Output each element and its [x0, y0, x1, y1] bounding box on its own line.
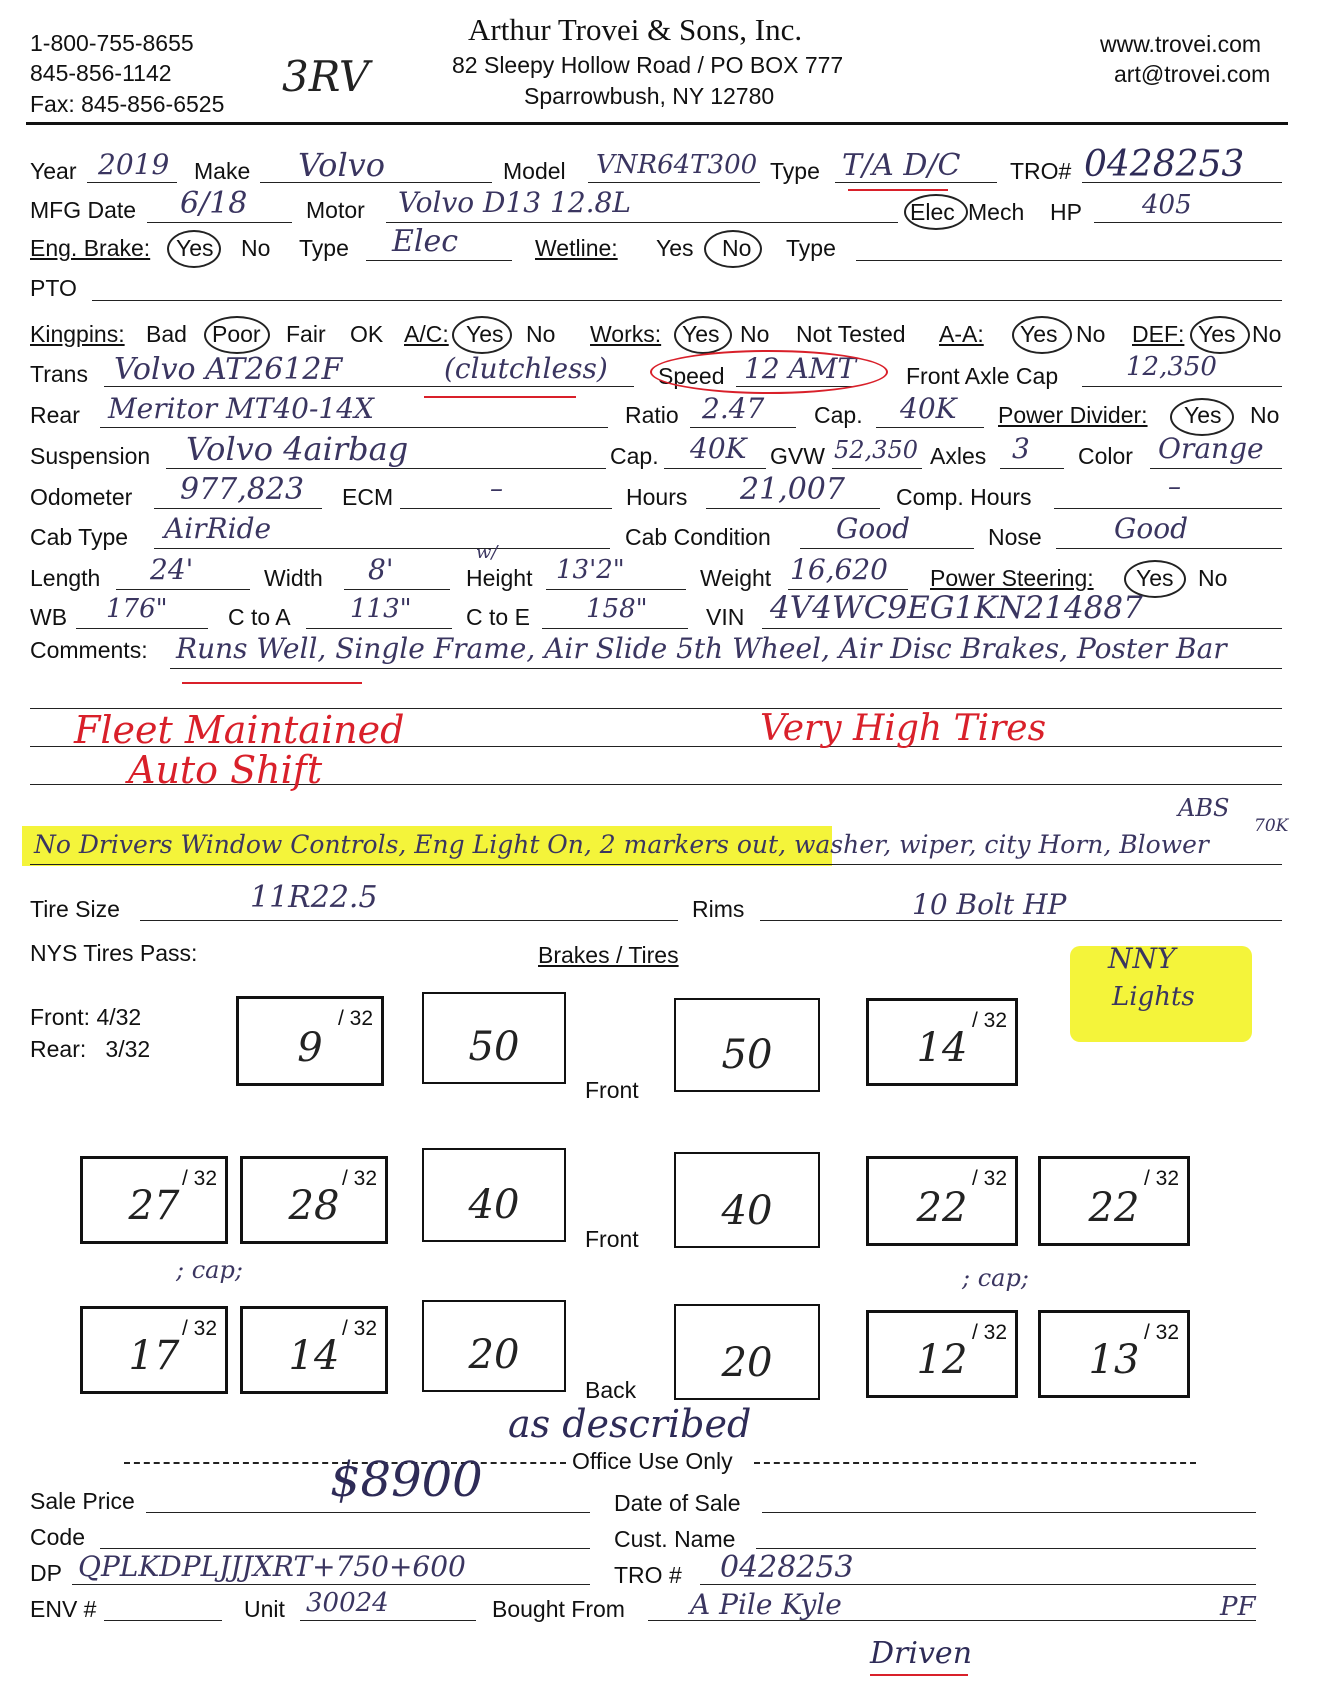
elec-circle: [904, 194, 968, 230]
cap-note-left: ; cap;: [176, 1256, 243, 1284]
ecm-label: ECM: [342, 484, 394, 510]
width-line: [344, 589, 450, 590]
type-value[interactable]: T/A D/C: [842, 148, 961, 183]
company-email[interactable]: art@trovei.com: [1114, 61, 1271, 87]
tire-row3-4[interactable]: [1038, 1310, 1190, 1398]
odometer-label: Odometer: [30, 484, 133, 510]
axles-label: Axles: [930, 443, 987, 469]
color-line: [1150, 468, 1282, 469]
tire-value: 14: [288, 1333, 340, 1379]
rims-value[interactable]: 10 Bolt HP: [912, 888, 1067, 921]
cab-type-value[interactable]: AirRide: [164, 512, 272, 545]
tire-unit: / 32: [1143, 1321, 1179, 1344]
hp-label: HP: [1050, 199, 1082, 225]
ecm-value[interactable]: –: [490, 474, 503, 504]
front-axle-cap-line: [1082, 386, 1282, 387]
odometer-line: [154, 508, 322, 509]
power-steering-yes[interactable]: Yes: [1136, 565, 1174, 591]
tire-unit: / 32: [971, 1167, 1007, 1190]
c-to-e-value[interactable]: 158": [586, 594, 648, 624]
kingpins-fair[interactable]: Fair: [286, 321, 326, 347]
front-label-1: Front: [585, 1077, 639, 1103]
mfg-date-value[interactable]: 6/18: [180, 186, 248, 221]
motor-value[interactable]: Volvo D13 12.8L: [398, 186, 631, 219]
trans-value[interactable]: Volvo AT2612F: [114, 352, 343, 387]
aa-yes-circle: [1012, 316, 1072, 354]
suspension-line: [166, 468, 606, 469]
power-divider-yes[interactable]: Yes: [1184, 402, 1222, 428]
suspension-value[interactable]: Volvo 4airbag: [186, 430, 409, 468]
width-value[interactable]: 8': [368, 553, 394, 586]
aa-yes[interactable]: Yes: [1020, 321, 1058, 347]
as-described-note: as described: [508, 1402, 752, 1446]
c-to-e-label: C to E: [466, 604, 530, 630]
nose-label: Nose: [988, 524, 1042, 550]
bought-from-label: Bought From: [492, 1596, 625, 1622]
make-label: Make: [194, 158, 251, 184]
note-nny: NNY: [1108, 942, 1176, 975]
make-value[interactable]: Volvo: [298, 146, 386, 184]
stock-code: 3RV: [282, 52, 370, 101]
tire-unit: / 32: [341, 1167, 377, 1190]
eng-brake-no[interactable]: No: [241, 235, 271, 261]
tire-unit: / 32: [1143, 1167, 1179, 1190]
office-tro-label: TRO #: [614, 1562, 682, 1588]
c-to-a-value[interactable]: 113": [350, 594, 412, 624]
aa-label: A-A:: [939, 321, 984, 347]
tire-row1-1[interactable]: [236, 996, 384, 1086]
wetline-type-label: Type: [786, 235, 836, 261]
height-value[interactable]: 13'2": [556, 555, 625, 585]
office-tro-value[interactable]: 0428253: [720, 1550, 854, 1585]
code-line: [100, 1548, 590, 1549]
comp-hours-line: [1054, 508, 1282, 509]
speed-value[interactable]: 12 AMT: [744, 352, 857, 385]
tire-unit: / 32: [971, 1009, 1007, 1032]
env-label: ENV #: [30, 1596, 97, 1622]
model-label: Model: [503, 158, 566, 184]
tire-row2-3[interactable]: [866, 1156, 1018, 1246]
tire-unit: / 32: [181, 1167, 217, 1190]
comment-1-red-underline: [182, 682, 362, 684]
dp-line: [72, 1584, 590, 1585]
initials: PF: [1220, 1592, 1256, 1622]
hp-line: [1094, 222, 1282, 223]
cab-condition-line: [800, 548, 974, 549]
c-to-a-line: [306, 628, 452, 629]
office-use-only-label: Office Use Only: [572, 1448, 733, 1474]
dp-label: DP: [30, 1560, 62, 1586]
ac-yes[interactable]: Yes: [466, 321, 504, 347]
vin-label: VIN: [706, 604, 745, 630]
rear-line: [100, 427, 608, 428]
tire-value: 27: [128, 1183, 180, 1229]
bought-from-value[interactable]: A Pile Kyle: [690, 1588, 842, 1621]
eng-brake-label: Eng. Brake:: [30, 235, 151, 261]
tire-row1-2[interactable]: [866, 998, 1018, 1086]
wetline-no-circle: [704, 230, 762, 268]
brake-value: 50: [468, 1024, 520, 1070]
c-to-e-line: [542, 628, 688, 629]
comp-hours-label: Comp. Hours: [896, 484, 1032, 510]
mfg-date-label: MFG Date: [30, 197, 137, 223]
ecm-line: [400, 508, 612, 509]
type-label: Type: [770, 158, 820, 184]
brake-row1-2[interactable]: [674, 998, 820, 1092]
tire-value: 17: [128, 1333, 180, 1379]
unit-line: [300, 1620, 476, 1621]
rims-label: Rims: [692, 896, 745, 922]
mfg-date-line: [147, 222, 292, 223]
cust-name-label: Cust. Name: [614, 1526, 736, 1552]
front-axle-cap-label: Front Axle Cap: [906, 363, 1059, 389]
suspension-label: Suspension: [30, 443, 151, 469]
axles-value[interactable]: 3: [1012, 432, 1030, 465]
brake-type-label: Type: [299, 235, 349, 261]
kingpins-poor[interactable]: Poor: [212, 321, 261, 347]
ac-no[interactable]: No: [526, 321, 556, 347]
wetline-no[interactable]: No: [722, 235, 752, 261]
company-address-1: 82 Sleepy Hollow Road / PO BOX 777: [452, 52, 844, 78]
comment-1[interactable]: Runs Well, Single Frame, Air Slide 5th Wheel, Air Disc Brakes, Poster Bar: [176, 632, 1227, 665]
works-yes-circle: [674, 316, 732, 354]
code-label: Code: [30, 1524, 85, 1550]
date-of-sale-line: [762, 1512, 1256, 1513]
def-yes-circle: [1190, 316, 1250, 354]
tire-value: 22: [916, 1185, 968, 1231]
works-label: Works:: [590, 321, 662, 347]
pto-line: [92, 300, 1282, 301]
comment-3[interactable]: Auto Shift: [128, 748, 323, 792]
front-label-2: Front: [585, 1226, 639, 1252]
tire-row2-2[interactable]: [240, 1156, 388, 1244]
rear-value[interactable]: Meritor MT40-14X: [108, 392, 374, 425]
rear-requirement: Rear: 3/32: [30, 1036, 151, 1062]
odometer-value[interactable]: 977,823: [180, 472, 305, 507]
trans-note-red-underline: [424, 396, 576, 398]
eng-brake-yes[interactable]: Yes: [176, 235, 214, 261]
gvw-value[interactable]: 52,350: [834, 436, 918, 464]
tire-value: 14: [916, 1025, 968, 1071]
def-label: DEF:: [1132, 321, 1185, 347]
wb-label: WB: [30, 604, 68, 630]
wetline-label: Wetline:: [535, 235, 618, 261]
unit-value[interactable]: 30024: [306, 1588, 389, 1618]
office-dash-right: [754, 1462, 1196, 1464]
cap-note-right: ; cap;: [962, 1264, 1029, 1292]
works-no[interactable]: No: [740, 321, 770, 347]
works-yes[interactable]: Yes: [682, 321, 720, 347]
kingpins-bad[interactable]: Bad: [146, 321, 187, 347]
kingpins-ok[interactable]: OK: [350, 321, 384, 347]
wb-line: [76, 628, 208, 629]
date-of-sale-label: Date of Sale: [614, 1490, 741, 1516]
dp-value[interactable]: QPLKDPLJJJXRT+750+600: [78, 1550, 466, 1583]
sale-price-value[interactable]: $8900: [330, 1452, 483, 1508]
mech-label: Mech: [968, 199, 1025, 225]
color-value[interactable]: Orange: [1158, 432, 1264, 465]
length-line: [116, 589, 250, 590]
comment-2a[interactable]: Fleet Maintained: [74, 708, 405, 752]
driven-note: Driven: [870, 1636, 973, 1671]
brake-row1-1[interactable]: [422, 992, 566, 1084]
height-line: [546, 589, 686, 590]
tire-size-label: Tire Size: [30, 896, 120, 922]
company-website[interactable]: www.trovei.com: [1100, 31, 1262, 57]
weight-value[interactable]: 16,620: [790, 553, 888, 586]
company-name: Arthur Trovei & Sons, Inc.: [468, 12, 803, 47]
elec-label: Elec: [910, 199, 955, 225]
susp-cap-label: Cap.: [610, 443, 659, 469]
tire-value: 9: [297, 1025, 323, 1071]
tro-value[interactable]: 0428253: [1084, 144, 1245, 185]
ac-yes-circle: [452, 316, 512, 354]
brake-row2-2[interactable]: [674, 1152, 820, 1248]
vin-line: [762, 628, 1282, 629]
env-line: [104, 1620, 222, 1621]
comment-4-note-2: 70K: [1254, 816, 1289, 836]
power-divider-label: Power Divider:: [998, 402, 1148, 428]
power-divider-yes-circle: [1170, 398, 1234, 436]
height-note: w/: [476, 542, 498, 563]
type-red-underline: [848, 189, 948, 191]
kingpins-poor-circle: [204, 316, 270, 354]
susp-cap-value[interactable]: 40K: [690, 432, 747, 465]
c-to-a-label: C to A: [228, 604, 291, 630]
cust-name-line: [756, 1548, 1256, 1549]
works-not-tested[interactable]: Not Tested: [796, 321, 906, 347]
rear-cap-label: Cap.: [814, 402, 863, 428]
color-label: Color: [1078, 443, 1133, 469]
hours-line: [706, 508, 880, 509]
brake-value: 40: [468, 1182, 520, 1228]
tire-unit: / 32: [971, 1321, 1007, 1344]
tire-size-line: [140, 920, 678, 921]
ratio-value[interactable]: 2.47: [702, 392, 765, 425]
susp-cap-line: [664, 468, 766, 469]
tire-row3-1[interactable]: [80, 1306, 228, 1394]
nose-line: [1056, 548, 1282, 549]
vin-value[interactable]: 4V4WC9EG1KN214887: [770, 590, 1143, 626]
model-line: [588, 182, 760, 183]
aa-no[interactable]: No: [1076, 321, 1106, 347]
tire-value: 12: [916, 1337, 968, 1383]
rear-cap-value[interactable]: 40K: [900, 392, 957, 425]
eng-brake-yes-circle: [167, 230, 221, 268]
year-label: Year: [30, 158, 77, 184]
back-label: Back: [585, 1377, 637, 1403]
power-steering-no[interactable]: No: [1198, 565, 1228, 591]
tire-row2-4[interactable]: [1038, 1156, 1190, 1246]
brake-value: 20: [468, 1332, 520, 1378]
rear-label: Rear: [30, 402, 80, 428]
comments-label: Comments:: [30, 637, 148, 663]
trans-note[interactable]: (clutchless): [444, 352, 608, 385]
brake-row3-1[interactable]: [422, 1300, 566, 1392]
tire-unit: / 32: [337, 1007, 373, 1030]
fax: Fax: 845-856-6525: [30, 91, 225, 117]
comment-4-note: ABS: [1178, 794, 1230, 822]
brake-row2-1[interactable]: [422, 1148, 566, 1242]
header-rule: [26, 122, 1288, 125]
power-steering-label: Power Steering:: [930, 565, 1094, 591]
year-value[interactable]: 2019: [98, 148, 170, 181]
speed-label: Speed: [658, 363, 725, 389]
front-requirement: Front: 4/32: [30, 1004, 142, 1030]
phone-1: 1-800-755-8655: [30, 30, 194, 56]
comp-hours-value[interactable]: –: [1168, 472, 1181, 502]
gvw-label: GVW: [770, 443, 825, 469]
brake-value: 50: [721, 1032, 773, 1078]
trans-label: Trans: [30, 361, 88, 387]
def-yes[interactable]: Yes: [1198, 321, 1236, 347]
model-value[interactable]: VNR64T300: [596, 150, 758, 180]
motor-line: [386, 222, 898, 223]
pto-label: PTO: [30, 275, 77, 301]
power-divider-no[interactable]: No: [1250, 402, 1280, 428]
tire-value: 13: [1088, 1337, 1140, 1383]
cab-type-label: Cab Type: [30, 524, 129, 550]
tire-row3-2[interactable]: [240, 1306, 388, 1394]
height-label: Height: [466, 565, 533, 591]
width-label: Width: [264, 565, 323, 591]
def-no[interactable]: No: [1252, 321, 1282, 347]
weight-label: Weight: [700, 565, 772, 591]
brake-value: 20: [721, 1340, 773, 1386]
nose-value[interactable]: Good: [1114, 512, 1189, 545]
hours-label: Hours: [626, 484, 688, 510]
brake-value: 40: [721, 1188, 773, 1234]
cab-condition-value[interactable]: Good: [836, 512, 911, 545]
kingpins-label: Kingpins:: [30, 321, 125, 347]
gvw-line: [832, 468, 922, 469]
axles-line: [1000, 468, 1064, 469]
year-line: [87, 182, 177, 183]
hp-value[interactable]: 405: [1142, 190, 1192, 220]
rear-cap-line: [876, 427, 984, 428]
tire-value: 28: [288, 1183, 340, 1229]
ac-label: A/C:: [404, 321, 449, 347]
length-label: Length: [30, 565, 101, 591]
wetline-yes[interactable]: Yes: [656, 235, 694, 261]
note-lights: Lights: [1112, 982, 1195, 1012]
length-value[interactable]: 24': [150, 553, 194, 586]
wb-value[interactable]: 176": [106, 594, 168, 624]
front-axle-cap-value[interactable]: 12,350: [1126, 352, 1217, 382]
tire-unit: / 32: [341, 1317, 377, 1340]
hours-value[interactable]: 21,007: [740, 472, 845, 507]
tire-value: 22: [1088, 1185, 1140, 1231]
sale-price-label: Sale Price: [30, 1488, 135, 1514]
brake-type-line: [366, 260, 512, 261]
phone-2: 845-856-1142: [30, 60, 172, 86]
company-address-2: Sparrowbush, NY 12780: [524, 83, 775, 109]
brake-row3-2[interactable]: [674, 1304, 820, 1400]
ratio-label: Ratio: [625, 402, 679, 428]
speed-red-circle: [650, 350, 888, 394]
tire-row2-1[interactable]: [80, 1156, 228, 1244]
brake-type-value[interactable]: Elec: [392, 224, 459, 259]
unit-label: Unit: [244, 1596, 285, 1622]
nys-tires-label: NYS Tires Pass:: [30, 940, 198, 966]
tire-unit: / 32: [181, 1317, 217, 1340]
driven-red-underline: [870, 1674, 968, 1676]
comment-2b[interactable]: Very High Tires: [760, 708, 1047, 749]
tro-label: TRO#: [1010, 158, 1072, 184]
tire-size-value[interactable]: 11R22.5: [250, 880, 378, 915]
sale-price-line: [146, 1512, 590, 1513]
tire-row3-3[interactable]: [866, 1310, 1018, 1398]
wetline-type-line: [856, 260, 1282, 261]
ratio-line: [690, 427, 796, 428]
comment-4[interactable]: No Drivers Window Controls, Eng Light On, 2 markers out, washer, wiper, city Horn, Blower: [34, 830, 1209, 859]
motor-label: Motor: [306, 197, 365, 223]
cab-condition-label: Cab Condition: [625, 524, 771, 550]
comment-line-5: [30, 864, 1282, 865]
cab-type-line: [154, 548, 610, 549]
brakes-tires-label: Brakes / Tires: [538, 942, 679, 968]
comment-line-1: [170, 668, 1282, 669]
